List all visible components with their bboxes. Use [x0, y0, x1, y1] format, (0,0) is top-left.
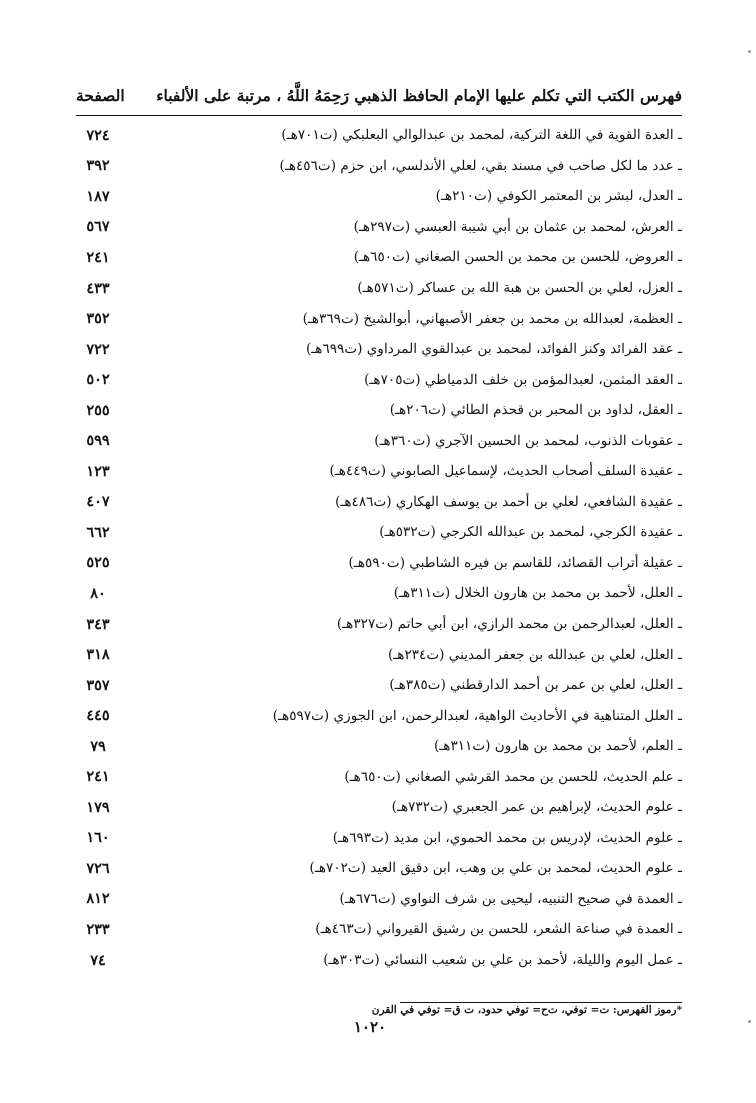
index-entry: [76, 761, 682, 792]
scan-speck: [748, 50, 751, 53]
index-entry: [76, 425, 682, 456]
entry-title: ـ العلل، لعلي بن عبدالله بن جعفر المديني (ت٢٣٤هـ): [387, 646, 682, 663]
index-entry: [76, 242, 682, 273]
entry-title: ـ العلم، لأحمد بن محمد بن هارون (ت٣١١هـ): [433, 738, 682, 755]
entry-page-number: ٥٦٧: [86, 218, 110, 236]
entry-title: ـ العقد المثمن، لعبدالمؤمن بن خلف الدمياطي (ت٧٠٥هـ): [364, 371, 682, 388]
entry-page-number: ٤٤٥: [86, 707, 110, 725]
entry-title: ـ علوم الحديث، لمحمد بن علي بن وهب، ابن دقيق العيد (ت٧٠٢هـ): [309, 860, 682, 877]
entry-title: ـ العلل، لأحمد بن محمد بن هارون الخلال (ت٣١١هـ): [393, 585, 682, 602]
index-entry: [76, 364, 682, 395]
entry-page-number: ٣١٨: [86, 646, 110, 664]
entry-page-number: ١٦٠: [86, 829, 110, 847]
entry-title: ـ عدد ما لكل صاحب في مسند بقي، لعلي الأندلسي، ابن حزم (ت٤٥٦هـ): [279, 157, 682, 174]
entry-page-number: ١٨٧: [86, 187, 110, 205]
entry-title: ـ العدة القوية في اللغة التركية، لمحمد بن عبدالوالي البعلبكي (ت٧٠١هـ): [281, 127, 682, 144]
footnote: *رموز الفهرس: ت= توفي، ت‌ح= توفي حدود، ت ق= توفي في القرن: [371, 1004, 682, 1016]
entry-title: ـ علوم الحديث، لإبراهيم بن عمر الجعبري (ت٧٣٢هـ): [391, 799, 682, 816]
index-entry: [76, 334, 682, 365]
page-header: [76, 78, 682, 112]
entry-page-number: ٧٢٢: [86, 340, 110, 358]
index-entry: [76, 212, 682, 243]
index-entry: [76, 731, 682, 762]
entry-page-number: ٢٤١: [86, 248, 110, 266]
entry-title: ـ العلل المتناهية في الأحاديث الواهية، لعبدالرحمن، ابن الجوزي (ت٥٩٧هـ): [272, 707, 682, 724]
page-title: فهرس الكتب التي تكلم عليها الإمام الحافظ الذهبي رَحِمَهُ اللَّهُ ، مرتبة على الألفباء: [156, 85, 682, 105]
entry-title: ـ عقوبات الذنوب، لمحمد بن الحسين الآجري (ت٣٦٠هـ): [374, 432, 682, 449]
entry-title: ـ العلل، لعلي بن عمر بن أحمد الدارقطني (ت٣٨٥هـ): [389, 677, 682, 694]
index-entry: [76, 609, 682, 640]
scan-speck: [748, 1020, 751, 1023]
entry-title: ـ علوم الحديث، لإدريس بن محمد الحموي، ابن مديد (ت٦٩٣هـ): [332, 829, 682, 846]
entry-page-number: ٢٥٥: [86, 401, 110, 419]
entry-title: ـ العزل، لعلي بن الحسن بن هبة الله بن عساكر (ت٥٧١هـ): [357, 280, 682, 296]
entry-page-number: ١٧٩: [86, 798, 110, 816]
footnote-rule: [400, 1002, 682, 1003]
index-entry: [76, 792, 682, 823]
entry-page-number: ٧٢٤: [86, 126, 110, 144]
entry-page-number: ٨٠: [90, 584, 106, 602]
entry-title: ـ العظمة، لعبدالله بن محمد بن جعفر الأصبهاني، أبوالشيخ (ت٣٦٩هـ): [302, 310, 682, 327]
index-entry: [76, 181, 682, 212]
index-entry: [76, 517, 682, 548]
index-entry: [76, 700, 682, 731]
entry-title: ـ عقيدة الشافعي، لعلي بن أحمد بن يوسف الهكاري (ت٤٨٦هـ): [335, 493, 682, 510]
entry-title: ـ علم الحديث، للحسن بن محمد القرشي الصغاني (ت٦٥٠هـ): [344, 768, 682, 785]
entry-title: ـ العمدة في صحيح التنبيه، ليحيى بن شرف النواوي (ت٦٧٦هـ): [339, 890, 682, 907]
entry-title: ـ العمدة في صناعة الشعر، للحسن بن رشيق القيرواني (ت٤٦٣هـ): [315, 921, 682, 938]
entry-title: ـ عمل اليوم والليلة، لأحمد بن علي بن شعيب النسائي (ت٣٠٣هـ): [323, 952, 682, 969]
page-number: ١٠٢٠: [353, 1018, 387, 1036]
entry-page-number: ٤٠٧: [86, 493, 110, 511]
entry-page-number: ٣٥٧: [86, 676, 110, 694]
entry-page-number: ٢٣٣: [86, 920, 110, 938]
entry-page-number: ٣٥٢: [86, 310, 110, 328]
entry-title: ـ العلل، لعبدالرحمن بن محمد الرازي، ابن أبي حاتم (ت٣٢٧هـ): [336, 616, 682, 633]
entry-page-number: ٧٢٦: [86, 859, 110, 877]
index-entry: [76, 945, 682, 976]
index-entry: [76, 120, 682, 151]
entry-title: ـ العدل، لبشر بن المعتمر الكوفي (ت٢١٠هـ): [435, 188, 682, 205]
entry-page-number: ٦٦٢: [86, 523, 110, 541]
entry-page-number: ٨١٢: [86, 890, 110, 908]
index-entry: [76, 578, 682, 609]
index-entry: [76, 303, 682, 334]
entry-page-number: ٣٩٢: [86, 157, 110, 175]
entry-page-number: ٥٩٩: [86, 432, 110, 450]
entry-page-number: ٥٢٥: [86, 554, 110, 572]
entry-page-number: ٥٠٢: [86, 371, 110, 389]
entry-title: ـ العرش، لمحمد بن عثمان بن أبي شيبة العبسي (ت٢٩٧هـ): [353, 218, 682, 235]
entry-title: ـ العروض، للحسن بن محمد بن الحسن الصغاني (ت٦٥٠هـ): [353, 249, 682, 266]
entry-title: ـ العقل، لداود بن المحبر بن قحذم الطائي (ت٢٠٦هـ): [389, 402, 682, 419]
index-entry: [76, 273, 682, 304]
index-entry: [76, 487, 682, 518]
entry-page-number: ٣٤٣: [86, 615, 110, 633]
entry-title: ـ عقد الفرائد وكنز الفوائد، لمحمد بن عبدالقوي المرداوي (ت٦٩٩هـ): [305, 341, 682, 358]
index-list: [76, 120, 682, 975]
entry-page-number: ٧٤: [90, 951, 106, 969]
index-entry: [76, 670, 682, 701]
index-entry: [76, 456, 682, 487]
entry-page-number: ١٢٣: [86, 462, 110, 480]
index-entry: [76, 853, 682, 884]
entry-title: ـ عقيلة أتراب القصائد، للقاسم بن فيره الشاطبي (ت٥٩٠هـ): [348, 554, 682, 571]
index-entry: [76, 823, 682, 854]
page-column-label: الصفحة: [76, 85, 125, 105]
entry-page-number: ٤٣٣: [86, 279, 110, 297]
index-entry: [76, 395, 682, 426]
index-entry: [76, 914, 682, 945]
entry-page-number: ٢٤١: [86, 768, 110, 786]
index-entry: [76, 151, 682, 182]
entry-page-number: ٧٩: [90, 737, 106, 755]
index-entry: [76, 639, 682, 670]
index-entry: [76, 884, 682, 915]
entry-title: ـ عقيدة السلف أصحاب الحديث، لإسماعيل الصابوني (ت٤٤٩هـ): [329, 463, 682, 480]
index-entry: [76, 548, 682, 579]
entry-title: ـ عقيدة الكرجي، لمحمد بن عبدالله الكرجي (ت٥٣٢هـ): [379, 524, 682, 541]
header-rule: [76, 115, 682, 116]
